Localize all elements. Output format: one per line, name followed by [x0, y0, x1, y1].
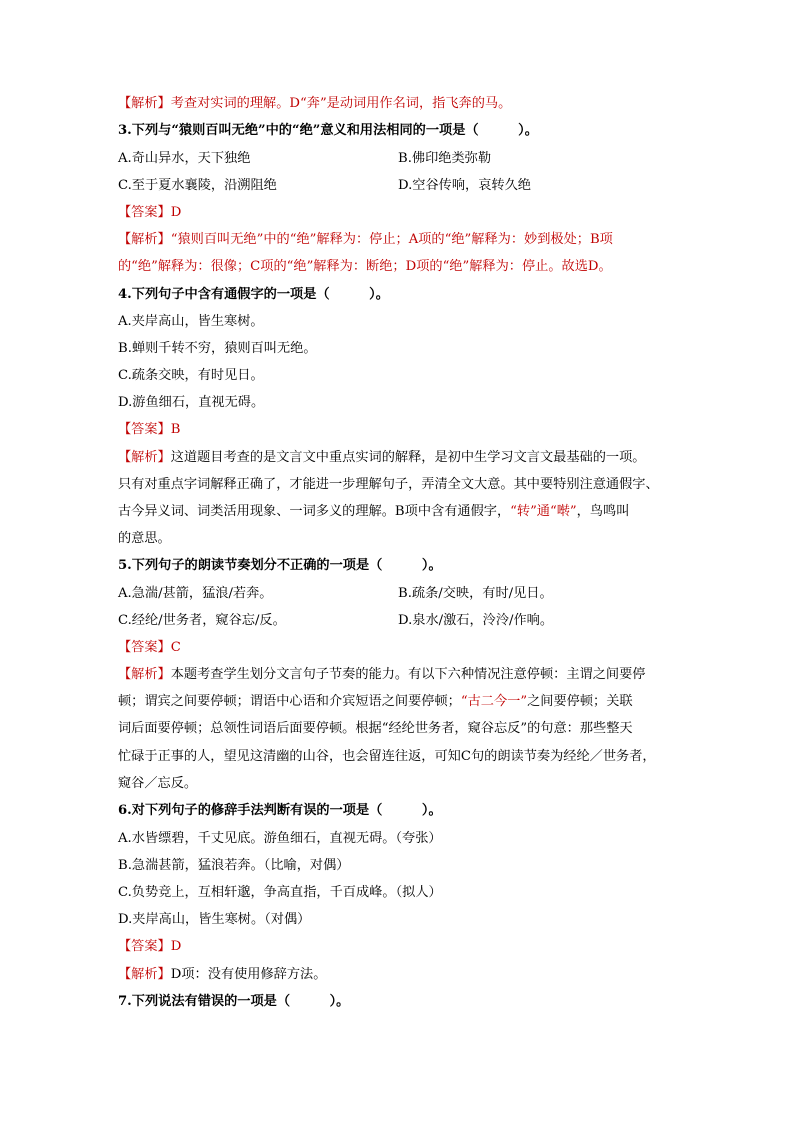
q5-analysis-line5: 窥谷／忘反。: [118, 776, 198, 791]
answer-tag: 【答案】: [118, 422, 171, 437]
q6-analysis-line1: 【解析】D项：没有使用修辞方法。: [118, 967, 327, 982]
answer-tag: 【答案】: [118, 205, 171, 220]
q5-option-a: A.急湍/甚箭，猛浪/若奔。: [118, 586, 273, 601]
q3-option-a: A.奇山异水，天下独绝: [118, 151, 251, 166]
q6-answer: 【答案】D: [118, 939, 182, 954]
analysis-tag: 【解析】: [118, 967, 171, 982]
q4-option-a: A.夹岸高山，皆生寒树。: [118, 314, 264, 329]
q3-option-b: B.佛印绝类弥勒: [398, 151, 492, 166]
q4-option-c: C.疏条交映，有时见日。: [118, 368, 264, 383]
q4-analysis-line3: 古今异义词、词类活用现象、一词多义的理解。B项中含有通假字，“转”通“啭”，鸟鸣叫: [118, 504, 630, 519]
q3-option-c: C.至于夏水襄陵，沿溯阻绝: [118, 178, 277, 193]
q5-analysis-line2: 顿；谓宾之间要停顿；谓语中心语和介宾短语之间要停顿；“古二今一”之间要停顿；关联: [118, 694, 633, 709]
q5-analysis-line3: 词后面要停顿；总领性词语后面要停顿。根据“经纶世务者，窥谷忘反”的句意：那些整天: [118, 721, 633, 736]
question-4-stem: 4.下列句子中含有通假字的一项是（ ）。: [118, 287, 389, 302]
q2-analysis: 【解析】考查对实词的理解。D“奔”是动词用作名词，指飞奔的马。: [118, 96, 512, 111]
q5-option-d: D.泉水/激石，泠泠/作响。: [398, 613, 554, 628]
q5-analysis-line1: 【解析】本题考查学生划分文言句子节奏的能力。有以下六种情况注意停顿：主谓之间要停: [118, 667, 646, 682]
q3-answer: 【答案】D: [118, 205, 182, 220]
q4-answer: 【答案】B: [118, 422, 181, 437]
q6-option-a: A.水皆缥碧，千丈见底。游鱼细石，直视无碍。（夸张）: [118, 831, 442, 846]
q3-option-d: D.空谷传响，哀转久绝: [398, 178, 531, 193]
q5-answer: 【答案】C: [118, 640, 181, 655]
q4-analysis-line1: 【解析】这道题目考查的是文言文中重点实词的解释，是初中生学习文言文最基础的一项。: [118, 450, 646, 465]
question-7-stem: 7.下列说法有错误的一项是（ ）。: [118, 994, 350, 1009]
q5-analysis-line4: 忙碌于正事的人，望见这清幽的山谷，也会留连往返，可知C句的朗读节奏为经纶／世务者，: [118, 749, 656, 764]
analysis-tag: 【解析】: [118, 96, 171, 111]
question-3-stem: 3.下列与“猿则百叫无绝”中的“绝”意义和用法相同的一项是（ ）。: [118, 123, 538, 138]
q6-option-b: B.急湍甚箭，猛浪若奔。（比喻，对偶）: [118, 858, 350, 873]
q4-analysis-line4: 的意思。: [118, 531, 171, 546]
analysis-tag: 【解析】: [118, 667, 171, 682]
q5-option-c: C.经纶/世务者，窥谷忘/反。: [118, 613, 286, 628]
q3-analysis-line2: 的“绝”解释为：很像；C项的“绝”解释为：断绝；D项的“绝”解释为：停止。故选D。: [118, 259, 612, 274]
q6-option-c: C.负势竞上，互相轩邈，争高直指，千百成峰。（拟人）: [118, 885, 442, 900]
question-5-stem: 5.下列句子的朗读节奏划分不正确的一项是（ ）。: [118, 558, 442, 573]
q5-option-b: B.疏条/交映，有时/见日。: [398, 586, 553, 601]
answer-tag: 【答案】: [118, 640, 171, 655]
analysis-tag: 【解析】: [118, 450, 171, 465]
q4-analysis-line2: 只有对重点字词解释正确了，才能进一步理解句子，弄清全文大意。其中要特别注意通假字、: [118, 477, 659, 492]
analysis-tag: 【解析】: [118, 232, 171, 247]
q4-option-d: D.游鱼细石，直视无碍。: [118, 395, 265, 410]
question-6-stem: 6.对下列句子的修辞手法判断有误的一项是（ ）。: [118, 803, 442, 818]
q4-option-b: B.蝉则千转不穷，猿则百叫无绝。: [118, 341, 317, 356]
q6-option-d: D.夹岸高山，皆生寒树。（对偶）: [118, 912, 311, 927]
answer-tag: 【答案】: [118, 939, 171, 954]
q3-analysis-line1: 【解析】“猿则百叫无绝”中的“绝”解释为：停止；A项的“绝”解释为：妙到极处；B项: [118, 232, 613, 247]
